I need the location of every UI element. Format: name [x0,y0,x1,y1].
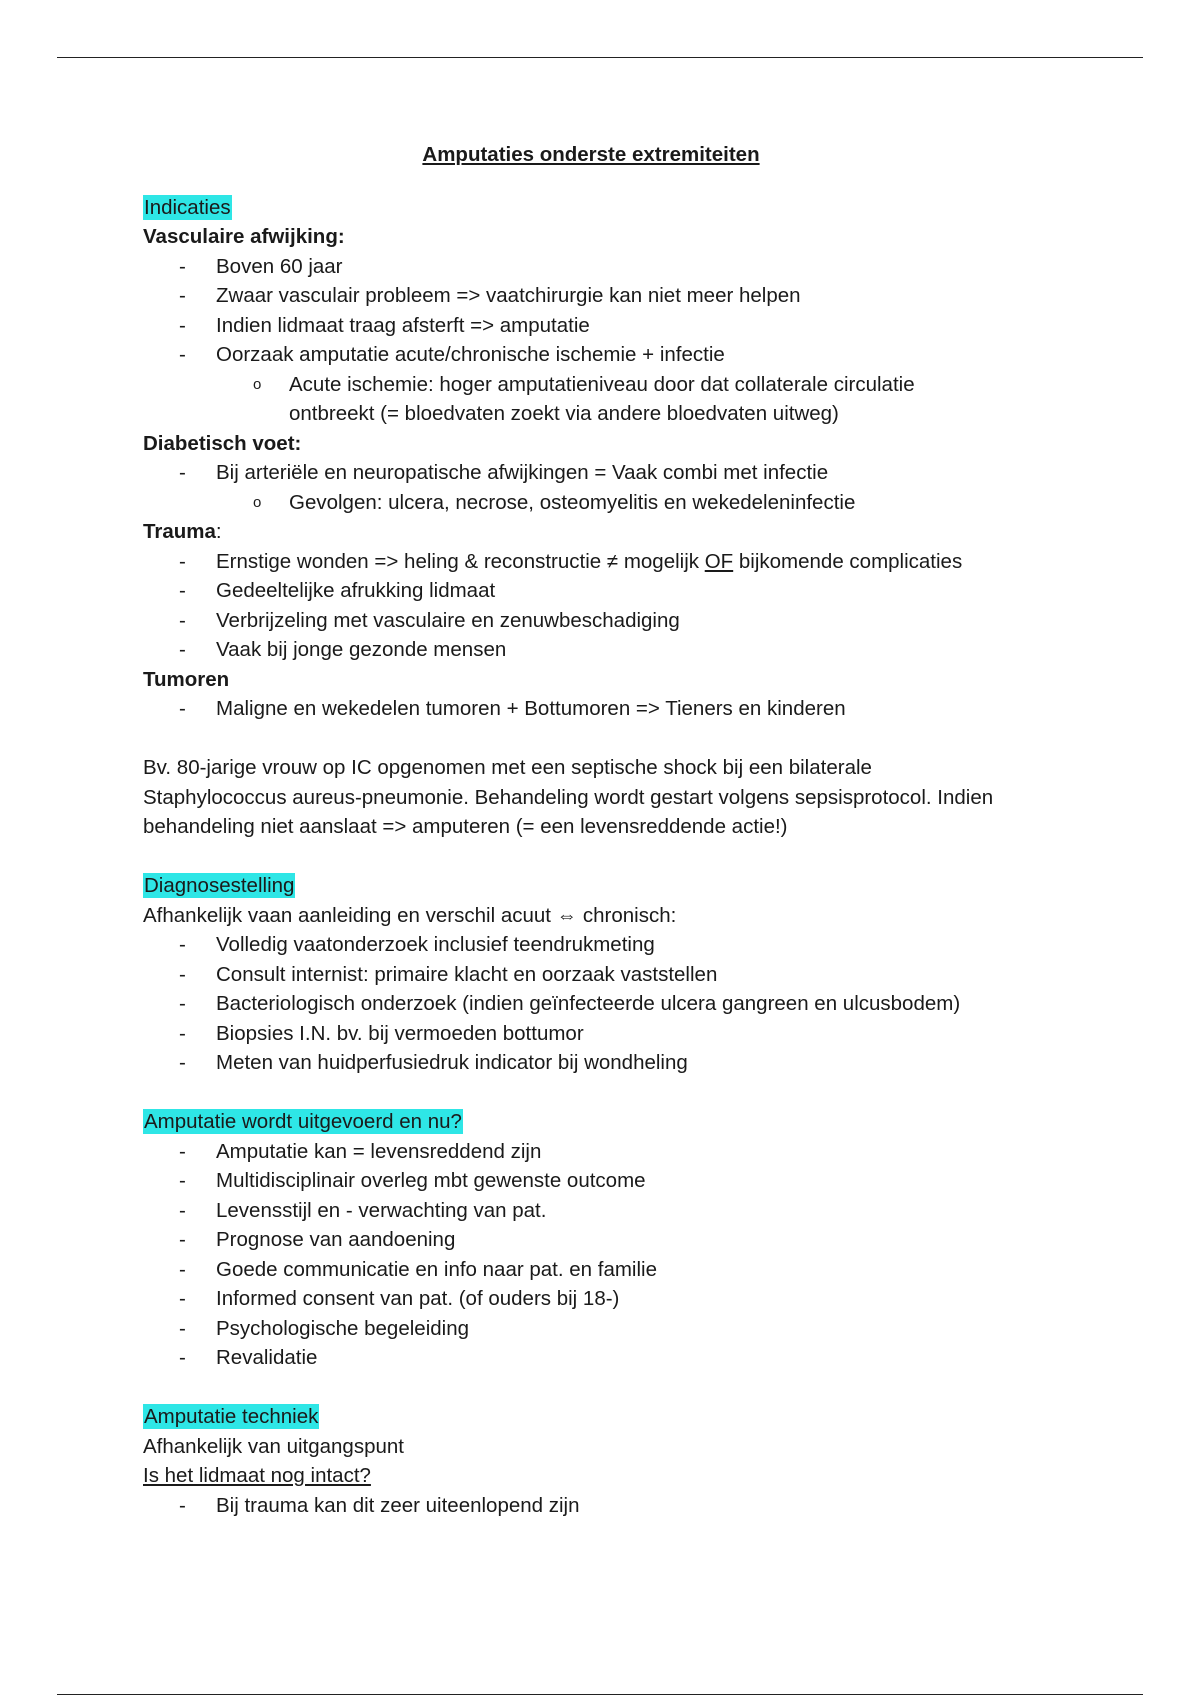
list-item: - Indien lidmaat traag afsterft => amputatie [143,311,1063,341]
dash-bullet: - [179,343,186,366]
list-item: - Bij arteriële en neuropatische afwijkingen = Vaak combi met infectie [143,458,1063,488]
list-item: - Boven 60 jaar [143,252,1063,282]
highlight: Indicaties [144,195,231,219]
dash-bullet: - [179,549,186,573]
dash-bullet: - [179,933,186,956]
list-item: - Gedeeltelijke afrukking lidmaat [143,576,1063,606]
list-item: - Bij trauma kan dit zeer uiteenlopend zijn [143,1491,1063,1521]
list-item: - Amputatie kan = levensreddend zijn [143,1137,1063,1167]
list-diagnose [143,930,1063,1078]
dash-bullet: - [179,1169,186,1192]
dash-bullet: - [179,1228,186,1251]
list-item: - Goede communicatie en info naar pat. en familie [143,1255,1063,1285]
section-heading-indicaties [143,193,1063,223]
list-item: - Multidisciplinair overleg mbt gewenste outcome [143,1166,1063,1196]
list-diabetisch [143,458,1063,488]
highlight: Diagnosestelling [144,874,295,897]
subheading-vasculair: Vasculaire afwijking: [143,225,345,248]
list-item: - Maligne en wekedelen tumoren + Bottumoren => Tieners en kinderen [143,694,1063,724]
dash-bullet: - [179,697,186,720]
dash-bullet: - [179,1287,186,1310]
example-paragraph: Bv. 80-jarige vrouw op IC opgenomen met een septische shock bij een bilaterale Staphylococcus aureus-pneumonie. Behandeling wordt gestart volgens sepsisprotocol. Indien behandeling niet aanslaat => amputeren (= een levensreddende actie!) [143,756,994,838]
dash-bullet: - [179,461,186,484]
section-heading-diagnose [143,871,1063,901]
subheading-diabetisch: Diabetisch voet: [143,431,302,455]
list-item: - Informed consent van pat. (of ouders bij 18-) [143,1284,1063,1314]
list-item: - Volledig vaatonderzoek inclusief teendrukmeting [143,930,1063,960]
list-item: - Meten van huidperfusiedruk indicator bij wondheling [143,1048,1063,1078]
list-item: - Prognose van aandoening [143,1225,1063,1255]
list-trauma [143,547,1063,665]
list-item: - Vaak bij jonge gezonde mensen [143,635,1063,665]
techniek-intro: Afhankelijk van uitgangspunt [143,1434,404,1458]
dash-bullet: - [179,1139,186,1163]
footer-rule [57,1694,1143,1695]
section-heading-techniek [143,1402,1063,1432]
dash-bullet: - [179,313,186,337]
list-uitgevoerd [143,1137,1063,1373]
dash-bullet: - [179,1051,186,1074]
circle-bullet: o [253,375,262,393]
sublist-vasculair [143,370,1063,429]
document-title: Amputaties onderste extremiteiten [422,143,760,166]
dash-bullet: - [179,992,186,1015]
dash-bullet: - [179,638,186,661]
list-vasculair [143,252,1063,370]
subheading-tumoren: Tumoren [143,667,230,691]
highlight: Amputatie techniek [144,1405,319,1428]
dash-bullet: - [179,579,186,602]
list-item: - Levensstijl en - verwachting van pat. [143,1196,1063,1226]
highlight: Amputatie wordt uitgevoerd en nu? [144,1110,462,1133]
list-item: - Consult internist: primaire klacht en oorzaak vaststellen [143,960,1063,990]
dash-bullet: - [179,284,186,307]
list-item: - Psychologische begeleiding [143,1314,1063,1344]
sub-list-item: o Gevolgen: ulcera, necrose, osteomyelitis en wekedeleninfectie [143,488,1063,518]
dash-bullet: - [179,254,186,278]
list-item: - Biopsies I.N. bv. bij vermoeden bottumor [143,1019,1063,1049]
circle-bullet: o [253,493,262,511]
sub-list-item: o Acute ischemie: hoger amputatieniveau door dat collaterale circulatie ontbreekt (= bloedvaten zoekt via andere bloedvaten uitweg) [143,370,1063,429]
list-item: - Revalidatie [143,1343,1063,1373]
dash-bullet: - [179,962,186,986]
list-item: - Ernstige wonden => heling & reconstructie ≠ mogelijk OF bijkomende complicaties [143,547,1063,577]
header-rule [57,57,1143,58]
section-heading-uitgevoerd [143,1107,1063,1137]
dash-bullet: - [179,1198,186,1222]
techniek-question: Is het lidmaat nog intact? [143,1464,371,1487]
list-item: - Verbrijzeling met vasculaire en zenuwbeschadiging [143,606,1063,636]
document-page [143,140,1063,1520]
sublist-diabetisch [143,488,1063,518]
dash-bullet: - [179,1346,186,1369]
dash-bullet: - [179,1316,186,1340]
list-tumoren [143,694,1063,724]
diagnose-intro: Afhankelijk vaan aanleiding en verschil acuut ⇔ chronisch: [143,903,677,927]
dash-bullet: - [179,1493,186,1517]
list-item: - Oorzaak amputatie acute/chronische ischemie + infectie [143,340,1063,370]
subheading-trauma: Trauma: [143,520,222,543]
list-item: - Bacteriologisch onderzoek (indien geïnfecteerde ulcera gangreen en ulcusbodem) [143,989,1063,1019]
list-techniek [143,1491,1063,1521]
dash-bullet: - [179,608,186,632]
list-item: - Zwaar vasculair probleem => vaatchirurgie kan niet meer helpen [143,281,1063,311]
dash-bullet: - [179,1021,186,1045]
dash-bullet: - [179,1257,186,1281]
